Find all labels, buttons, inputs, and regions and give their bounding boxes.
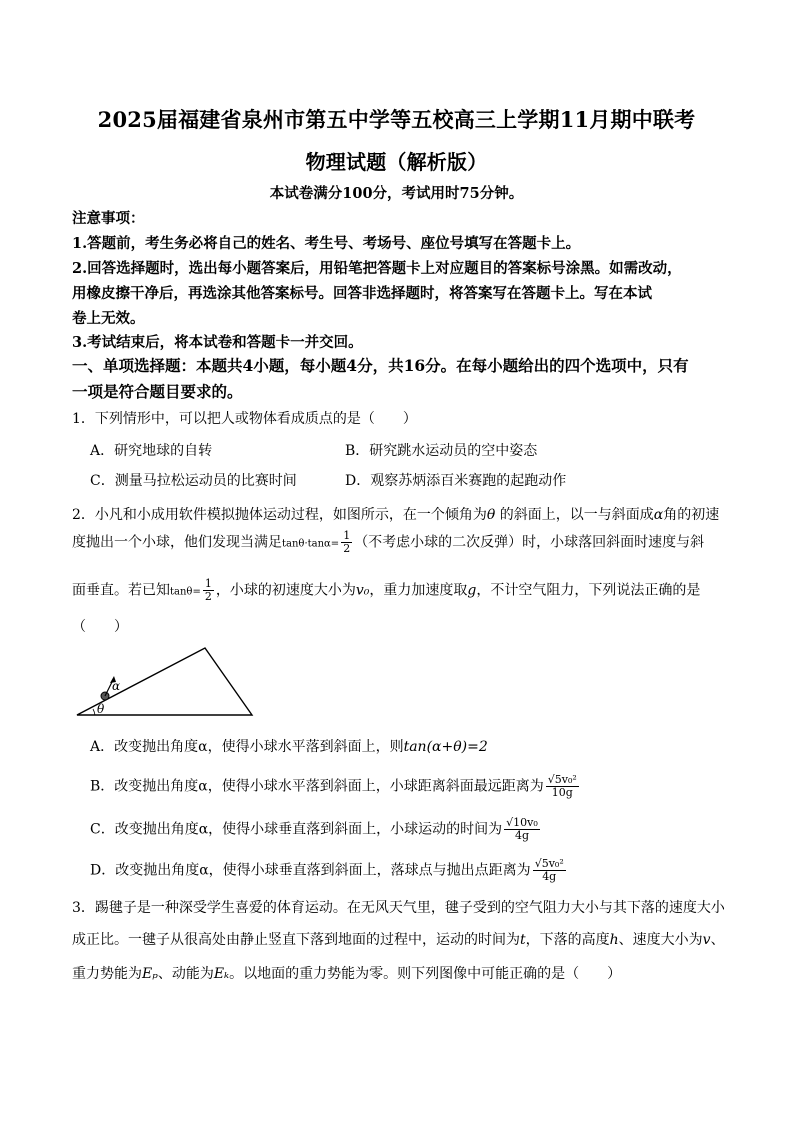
question-2-line3: 面垂直。若已知tanθ= $\frac{1}{2}$ ，小球的初速度大小为v₀，重力加速度取g，不计空气阻力，下列说法正确的是 — [72, 577, 701, 603]
question-1-option-c: C．测量马拉松运动员的比赛时间 — [90, 473, 297, 489]
theta-arc — [93, 709, 95, 715]
notice-item-2-line2: 用橡皮擦干净后，再选涂其他答案标号。回答非选择题时，将答案写在答题卡上。写在本试 — [72, 285, 652, 302]
question-1-stem: 1．下列情形中，可以把人或物体看成质点的是（ ） — [72, 411, 417, 427]
alpha-label: α — [112, 679, 121, 693]
question-1-option-b: B．研究跳水运动员的空中姿态 — [345, 443, 538, 459]
notice-item-3: 3.考试结束后，将本试卷和答题卡一并交回。 — [72, 334, 363, 351]
exam-info: 本试卷满分100分，考试用时75分钟。 — [269, 185, 524, 202]
page-title: 2025届福建省泉州市第五中学等五校高三上学期11月期中联考 — [97, 107, 696, 132]
section-heading-line1: 一、单项选择题：本题共4小题，每小题4分，共16分。在每小题给出的四个选项中，只有 — [72, 356, 689, 375]
notice-heading: 注意事项： — [72, 210, 145, 227]
section-heading-line2: 一项是符合题目要求的。 — [72, 382, 243, 401]
question-2-option-c: C．改变抛出角度α，使得小球垂直落到斜面上，小球运动的时间为 $\frac{\text{√10v₀}}{4g}$ — [90, 816, 538, 842]
question-3-line3: 重力势能为Eₚ、动能为Eₖ。以地面的重力势能为零。则下列图像中可能正确的是（ ） — [72, 966, 622, 982]
incline-diagram — [72, 640, 262, 722]
question-1-option-a: A．研究地球的自转 — [90, 443, 213, 459]
page-subtitle: 物理试题（解析版） — [305, 150, 488, 174]
question-2-line4: （ ） — [72, 619, 128, 635]
theta-label: θ — [97, 702, 105, 716]
question-2-option-b: B．改变抛出角度α，使得小球水平落到斜面上，小球距离斜面最远距离为 $\frac{\text{√5v₀²}}{10g}$ — [90, 773, 577, 799]
question-2-line2: 度抛出一个小球，他们发现当满足tanθ·tanα= $\frac{1}{2}$ （不考虑小球的二次反弹）时，小球落回斜面时速度与斜 — [72, 529, 705, 555]
question-2-option-d: D．改变抛出角度α，使得小球垂直落到斜面上，落球点与抛出点距离为 $\frac{\text{√5v₀²}}{4g}$ — [90, 857, 564, 883]
question-3-line2: 成正比。一毽子从很高处由静止竖直下落到地面的过程中，运动的时间为t，下落的高度h、速度大小为v、 — [72, 932, 725, 948]
question-3-line1: 3．踢毽子是一种深受学生喜爱的体育运动。在无风天气里，毽子受到的空气阻力大小与其下落的速度大小 — [72, 900, 725, 916]
question-2-option-a: A．改变抛出角度α，使得小球水平落到斜面上，则tan(α+θ)=2 — [90, 739, 488, 755]
question-2-line1: 2．小凡和小成用软件模拟抛体运动过程，如图所示，在一个倾角为θ 的斜面上，以一与斜面成α角的初速 — [72, 507, 720, 523]
notice-item-2-line3: 卷上无效。 — [72, 310, 145, 327]
notice-item-1: 1.答题前，考生务必将自己的姓名、考生号、考场号、座位号填写在答题卡上。 — [72, 235, 581, 252]
question-1-option-d: D．观察苏炳添百米赛跑的起跑动作 — [345, 473, 567, 489]
notice-item-2-line1: 2.回答选择题时，选出每小题答案后，用铅笔把答题卡上对应题目的答案标号涂黑。如需改动， — [72, 260, 682, 277]
